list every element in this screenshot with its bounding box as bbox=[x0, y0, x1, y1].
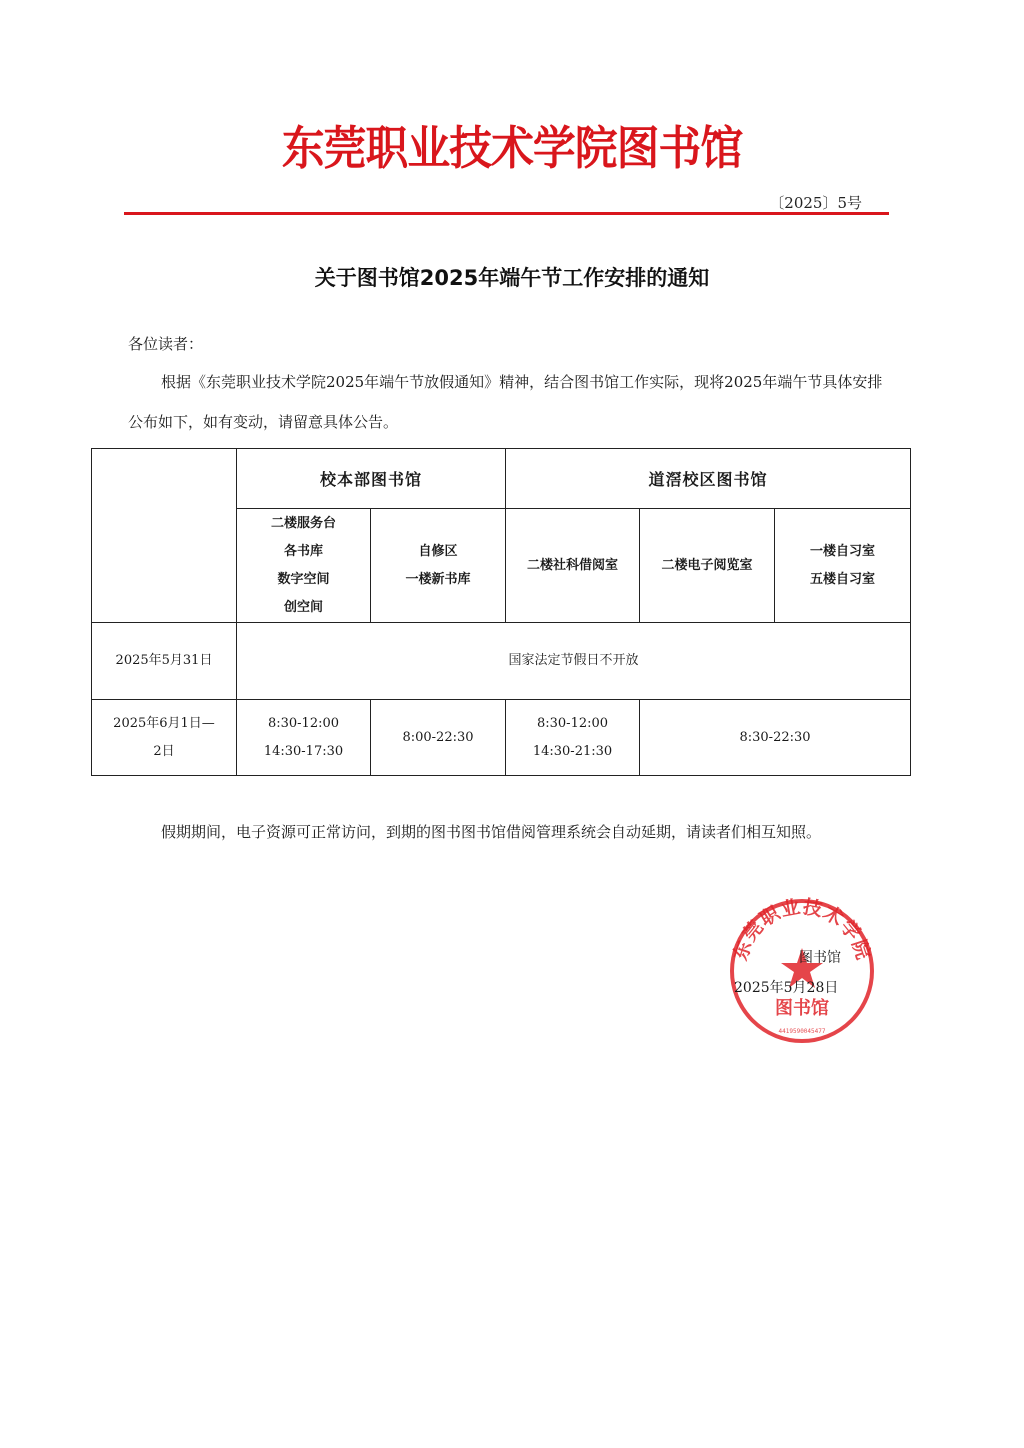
seal-code: 4419590045477 bbox=[778, 1028, 826, 1035]
date-cell bbox=[92, 700, 237, 776]
area-label: 二楼服务台 bbox=[270, 515, 336, 531]
hours-main-a bbox=[237, 700, 371, 776]
area-label: 创空间 bbox=[283, 599, 323, 615]
institution-masthead: 东莞职业技术学院图书馆 bbox=[281, 121, 743, 175]
signature-date: 2025年5月28日 bbox=[734, 980, 839, 996]
area-main-a-cell bbox=[237, 509, 371, 623]
hours-line: 8:30-12:00 bbox=[267, 715, 340, 731]
area-dj-a-cell bbox=[506, 509, 640, 623]
table-corner-cell bbox=[92, 449, 237, 623]
campus-daojiao-header: 道滘校区图书馆 bbox=[506, 449, 911, 509]
seal-ring-text: 东莞职业技术学院 bbox=[729, 896, 875, 964]
hours-main-b: 8:00-22:30 bbox=[371, 700, 506, 776]
campus-main-header: 校本部图书馆 bbox=[237, 449, 506, 509]
area-label: 五楼自习室 bbox=[810, 571, 876, 587]
hours-line: 14:30-17:30 bbox=[263, 743, 344, 759]
area-label: 数字空间 bbox=[277, 571, 330, 587]
closing-paragraph: 假期期间，电子资源可正常访问，到期的图书图书馆借阅管理系统会自动延期，请读者们相互知照。 bbox=[161, 823, 822, 841]
date-cell: 2025年5月31日 bbox=[92, 623, 237, 700]
area-label: 各书库 bbox=[283, 543, 323, 559]
hours-line: 14:30-21:30 bbox=[532, 743, 613, 759]
area-main-b-cell bbox=[371, 509, 506, 623]
schedule-table bbox=[91, 448, 911, 776]
hours-line: 8:30-12:00 bbox=[536, 715, 609, 731]
date-line: 2日 bbox=[153, 743, 175, 759]
area-label: 二楼社科借阅室 bbox=[527, 557, 619, 573]
intro-paragraph: 根据《东莞职业技术学院2025年端午节放假通知》精神，结合图书馆工作实际，现将2025年端午节具体安排公布如下，如有变动，请留意具体公告。 bbox=[128, 373, 883, 431]
area-label: 自修区 bbox=[418, 543, 458, 559]
salutation: 各位读者： bbox=[128, 335, 204, 353]
red-divider-line bbox=[124, 212, 889, 215]
area-dj-b-cell bbox=[640, 509, 775, 623]
area-label: 二楼电子阅览室 bbox=[661, 557, 753, 573]
hours-dj-bc: 8:30-22:30 bbox=[640, 700, 911, 776]
seal-center-text: 图书馆 bbox=[775, 998, 829, 1019]
area-label: 一楼自习室 bbox=[810, 543, 876, 559]
date-line: 2025年6月1日— bbox=[113, 715, 215, 731]
hours-dj-a bbox=[506, 700, 640, 776]
area-label: 一楼新书库 bbox=[405, 571, 471, 587]
closed-note: 国家法定节假日不开放 bbox=[237, 623, 911, 700]
signature-org: 图书馆 bbox=[799, 950, 841, 966]
notice-title: 关于图书馆2025年端午节工作安排的通知 bbox=[314, 266, 710, 290]
document-number: 〔2025〕5号 bbox=[769, 194, 862, 212]
area-dj-c-cell bbox=[775, 509, 911, 623]
